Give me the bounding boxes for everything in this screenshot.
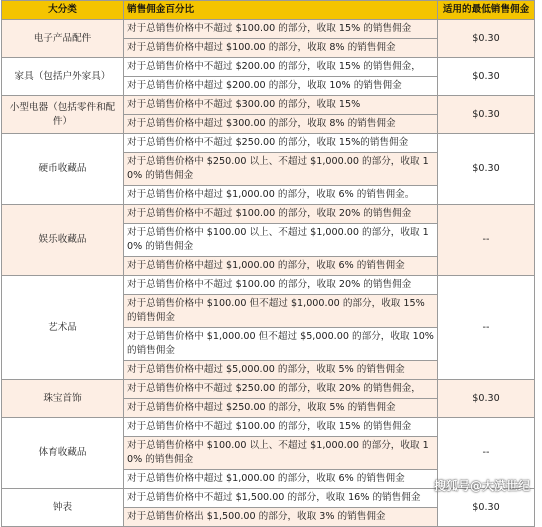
rate-cell: 对于总销售价格中不超过 $100.00 的部分，收取 15% 的销售佣金 xyxy=(124,418,438,437)
table-row xyxy=(2,96,535,115)
header-min-fee: 适用的最低销售佣金 xyxy=(438,1,535,20)
rate-cell: 对于总销售价格中不超过 $250.00 的部分，收取 20% 的销售佣金， xyxy=(124,380,438,399)
rate-cell: 对于总销售价格中不超过 $1,500.00 的部分，收取 16% 的销售佣金 xyxy=(124,489,438,508)
category-cell: 珠宝首饰 xyxy=(2,380,124,418)
rate-cell: 对于总销售价格中超过 $1,000.00 的部分，收取 6% 的销售佣金 xyxy=(124,470,438,489)
category-cell: 家具（包括户外家具） xyxy=(2,58,124,96)
rate-cell: 对于总销售价格中不超过 $250.00 的部分，收取 15%的销售佣金 xyxy=(124,134,438,153)
header-category: 大分类 xyxy=(2,1,124,20)
commission-table xyxy=(1,0,535,527)
rate-cell: 对于总销售价格中超过 $200.00 的部分，收取 10% 的销售佣金 xyxy=(124,77,438,96)
min-fee-cell: $0.30 xyxy=(438,134,535,205)
table-row xyxy=(2,20,535,39)
min-fee-cell: -- xyxy=(438,418,535,489)
rate-cell: 对于总销售价格中超过 $300.00 的部分，收取 8% 的销售佣金 xyxy=(124,115,438,134)
rate-cell: 对于总销售价格中超过 $1,000.00 的部分，收取 6% 的销售佣金 xyxy=(124,257,438,276)
category-cell: 钟表 xyxy=(2,489,124,527)
category-cell: 体育收藏品 xyxy=(2,418,124,489)
table-row xyxy=(2,276,535,295)
rate-cell: 对于总销售价格中 $100.00 以上、不超过 $1,000.00 的部分，收取 10% 的销售佣金 xyxy=(124,224,438,257)
rate-cell: 对于总销售价格中不超过 $200.00 的部分，收取 15% 的销售佣金， xyxy=(124,58,438,77)
min-fee-cell: $0.30 xyxy=(438,20,535,58)
rate-cell: 对于总销售价格中 $100.00 以上、不超过 $1,000.00 的部分，收取 10% 的销售佣金 xyxy=(124,437,438,470)
category-cell: 硬币收藏品 xyxy=(2,134,124,205)
rate-cell: 对于总销售价格中超过 $1,000.00 的部分，收取 6% 的销售佣金。 xyxy=(124,186,438,205)
min-fee-cell: $0.30 xyxy=(438,380,535,418)
category-cell: 小型电器（包括零件和配件） xyxy=(2,96,124,134)
rate-cell: 对于总销售价格中不超过 $100.00 的部分，收取 15% 的销售佣金 xyxy=(124,20,438,39)
min-fee-cell: -- xyxy=(438,276,535,380)
category-cell: 电子产品配件 xyxy=(2,20,124,58)
rate-cell: 对于总销售价格中不超过 $100.00 的部分，收取 20% 的销售佣金 xyxy=(124,205,438,224)
table-row xyxy=(2,205,535,224)
header-rate: 销售佣金百分比 xyxy=(124,1,438,20)
rate-cell: 对于总销售价格中 $1,000.00 但不超过 $5,000.00 的部分，收取 10% 的销售佣金 xyxy=(124,328,438,361)
table-row xyxy=(2,418,535,437)
min-fee-cell: $0.30 xyxy=(438,58,535,96)
min-fee-cell: -- xyxy=(438,205,535,276)
rate-cell: 对于总销售价格中超过 $250.00 的部分，收取 5% 的销售佣金 xyxy=(124,399,438,418)
table-row xyxy=(2,134,535,153)
rate-cell: 对于总销售价格中不超过 $100.00 的部分，收取 20% 的销售佣金 xyxy=(124,276,438,295)
watermark: 搜狐号@大漠世纪 xyxy=(433,479,530,493)
rate-cell: 对于总销售价格中不超过 $300.00 的部分，收取 15% xyxy=(124,96,438,115)
table-row xyxy=(2,380,535,399)
category-cell: 娱乐收藏品 xyxy=(2,205,124,276)
min-fee-cell: $0.30 xyxy=(438,489,535,527)
rate-cell: 对于总销售价格中 $250.00 以上、不超过 $1,000.00 的部分，收取 10% 的销售佣金 xyxy=(124,153,438,186)
header-row xyxy=(2,1,535,20)
rate-cell: 对于总销售价格中 $100.00 但不超过 $1,000.00 的部分，收取 15% 的销售佣金 xyxy=(124,295,438,328)
rate-cell: 对于总销售价格中超过 $5,000.00 的部分，收取 5% 的销售佣金 xyxy=(124,361,438,380)
rate-cell: 对于总销售价格中超过 $100.00 的部分，收取 8% 的销售佣金 xyxy=(124,39,438,58)
category-cell: 艺术品 xyxy=(2,276,124,380)
min-fee-cell: $0.30 xyxy=(438,96,535,134)
rate-cell: 对于总销售价格出 $1,500.00 的部分，收取 3% 的销售佣金 xyxy=(124,508,438,527)
table-row xyxy=(2,58,535,77)
